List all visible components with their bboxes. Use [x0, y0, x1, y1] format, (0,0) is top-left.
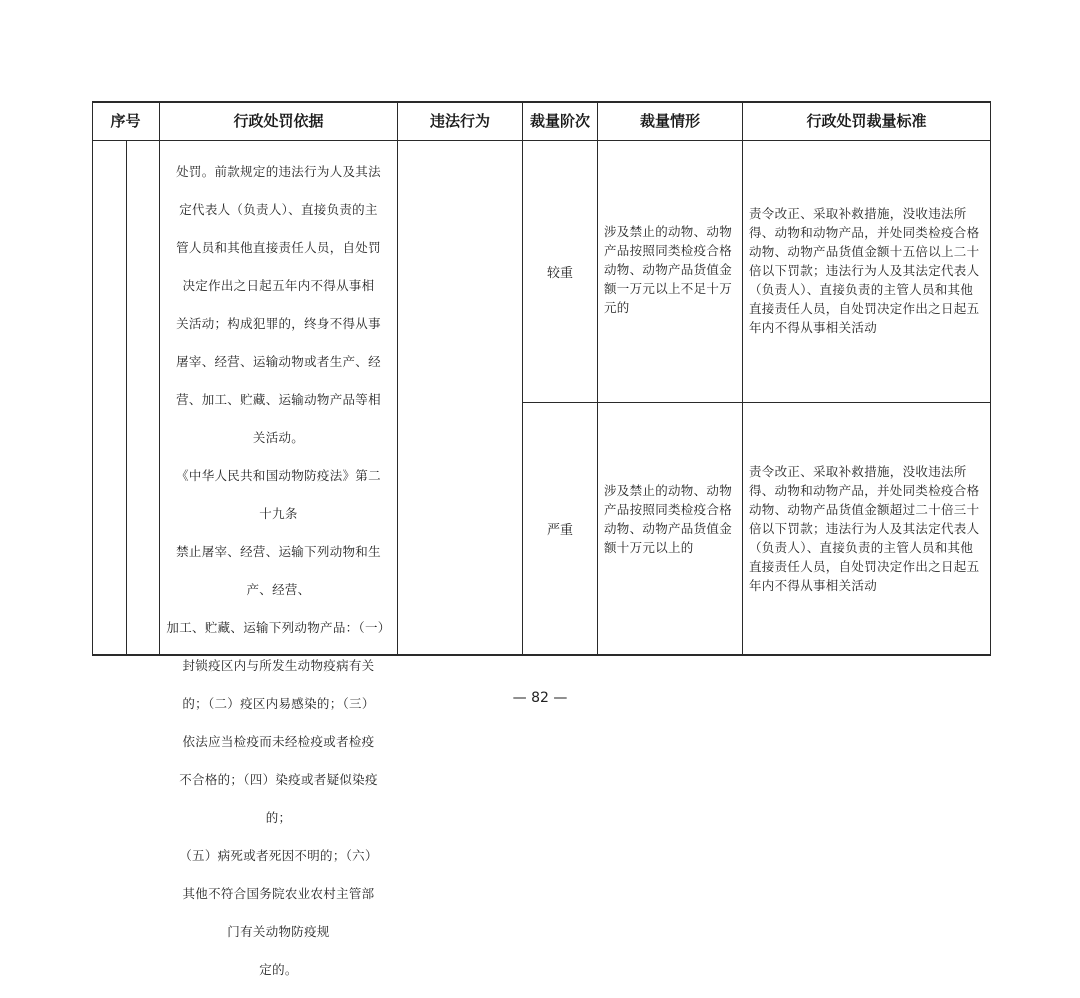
page-number: — 82 —	[512, 690, 568, 706]
table-border-left	[92, 101, 93, 656]
basis-line: 定代表人（负责人）、直接负责的主	[179, 202, 378, 217]
col-divider-situation	[742, 101, 743, 656]
col-divider-basis	[397, 101, 398, 656]
header-standard: 行政处罚裁量标准	[806, 112, 927, 130]
header-basis: 行政处罚依据	[233, 112, 324, 130]
table-border-right	[990, 101, 991, 656]
level-cell-serious: 严重	[546, 523, 573, 538]
basis-line: 屠宰、经营、运输动物或者生产、经	[176, 354, 381, 369]
basis-line: 十九条	[259, 506, 298, 521]
basis-line: 禁止屠宰、经营、运输下列动物和生	[176, 544, 381, 559]
header-level: 裁量阶次	[529, 112, 590, 130]
basis-line: 加工、贮藏、运输下列动物产品：（一）	[166, 620, 391, 635]
situation-cell-serious: 涉及禁止的动物、动物产品按照同类检疫合格动物、动物产品货值金额十万元以上的	[604, 483, 733, 555]
situation-cell-severe: 涉及禁止的动物、动物产品按照同类检疫合格动物、动物产品货值金额一万元以上不足十万元的	[604, 224, 733, 315]
basis-line: 封锁疫区内与所发生动物疫病有关	[182, 658, 375, 673]
col-divider-seq-inner	[126, 141, 127, 655]
basis-line: （五）病死或者死因不明的；（六）	[179, 848, 378, 863]
basis-line: 定的。	[259, 962, 298, 977]
penalty-basis-text	[162, 143, 395, 998]
basis-line: 不合格的；（四）染疫或者疑似染疫	[179, 772, 378, 787]
header-behavior: 违法行为	[429, 112, 490, 130]
header-situation: 裁量情形	[639, 112, 700, 130]
basis-line: 门有关动物防疫规	[227, 924, 330, 939]
basis-line: 的；	[265, 810, 292, 825]
col-divider-seq	[159, 101, 160, 656]
standard-cell-severe: 责令改正、采取补救措施，没收违法所得、动物和动物产品，并处同类检疫合格动物、动物产品货值金额十五倍以上二十倍以下罚款；违法行为人及其法定代表人（负责人）、直接负责的主管人员和其他直接责任人员，自处罚决定作出之日起五年内不得从事相关活动	[749, 206, 980, 335]
basis-line: 产、经营、	[246, 582, 311, 597]
basis-line: 处罚。前款规定的违法行为人及其法	[176, 164, 381, 179]
basis-line: 《中华人民共和国动物防疫法》第二	[176, 468, 381, 483]
header-seq: 序号	[110, 112, 141, 130]
basis-line: 关活动；构成犯罪的，终身不得从事	[176, 316, 381, 331]
basis-line: 的；（二）疫区内易感染的；（三）	[182, 696, 375, 711]
basis-line: 关活动。	[252, 430, 305, 445]
standard-cell-serious: 责令改正、采取补救措施，没收违法所得、动物和动物产品，并处同类检疫合格动物、动物产品货值金额超过二十倍三十倍以下罚款；违法行为人及其法定代表人（负责人）、直接负责的主管人员和其他直接责任人员，自处罚决定作出之日起五年内不得从事相关活动	[749, 464, 980, 593]
level-cell-severe: 较重	[546, 266, 573, 281]
basis-line: 营、加工、贮藏、运输动物产品等相	[176, 392, 381, 407]
basis-line: 依法应当检疫而未经检疫或者检疫	[182, 734, 375, 749]
basis-line: 其他不符合国务院农业农村主管部	[182, 886, 375, 901]
basis-line: 决定作出之日起五年内不得从事相	[182, 278, 375, 293]
col-divider-level	[597, 101, 598, 656]
basis-line: 管人员和其他直接责任人员，自处罚	[176, 240, 381, 255]
